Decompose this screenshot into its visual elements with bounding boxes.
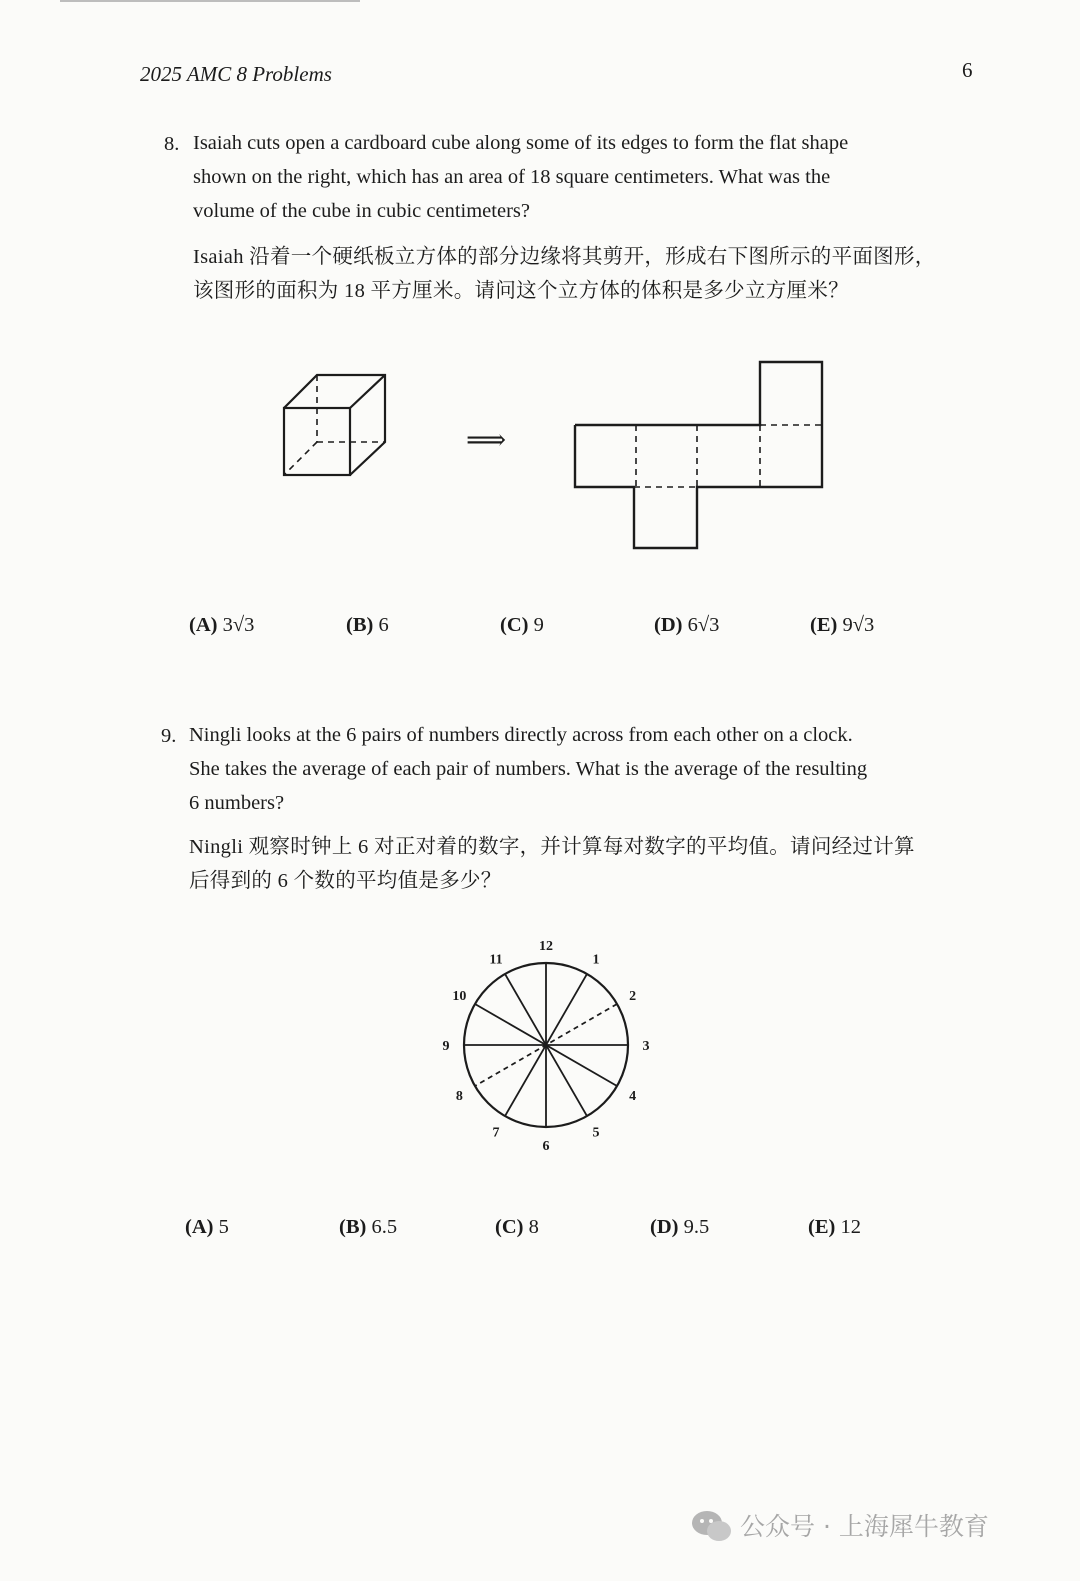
transform-arrow: ⟹	[466, 425, 507, 456]
clock-label-1: 1	[592, 952, 600, 968]
problem-8-cn-line-1: Isaiah 沿着一个硬纸板立方体的部分边缘将其剪开，形成右下图所示的平面图形，	[193, 246, 936, 268]
problem-8-en-line-3: volume of the cube in cubic centimeters?	[193, 200, 530, 222]
clock-figure	[440, 930, 660, 1160]
problem-9-chinese	[189, 830, 915, 898]
problem-9-english	[189, 718, 867, 820]
clock-label-10: 10	[452, 989, 467, 1004]
problem-8-number: 8.	[164, 133, 180, 155]
problem-9-number: 9.	[161, 725, 177, 747]
choice-8-e[interactable]: (E) 9√3	[810, 614, 875, 636]
choice-8-a[interactable]: (A) 3√3	[189, 614, 255, 636]
problem-9-cn-line-1: Ningli 观察时钟上 6 对正对着的数字，并计算每对数字的平均值。请问经过计算	[189, 836, 915, 858]
clock-label-6: 6	[542, 1139, 550, 1154]
problem-9-en-line-2: She takes the average of each pair of numbers. What is the average of the resulting	[189, 758, 868, 780]
page-header-title: 2025 AMC 8 Problems	[140, 62, 332, 86]
problem-8-en-line-2: shown on the right, which has an area of 18 square centimeters. What was the	[193, 166, 831, 188]
watermark-text: 公众号 · 上海犀牛教育	[740, 1512, 989, 1541]
cube-net-outline	[575, 362, 822, 548]
cube-net-folds	[634, 425, 822, 487]
problem-9-en-line-1: Ningli looks at the 6 pairs of numbers directly across from each other on a clock.	[189, 724, 853, 746]
choice-9-a[interactable]: (A) 5	[185, 1216, 229, 1238]
clock-label-2: 2	[629, 989, 637, 1004]
choice-9-e[interactable]: (E) 12	[808, 1216, 861, 1238]
clock-label-3: 3	[642, 1039, 650, 1054]
problem-8-cn-line-2: 该图形的面积为 18 平方厘米。请问这个立方体的体积是多少立方厘米？	[193, 280, 849, 302]
choice-9-c[interactable]: (C) 8	[495, 1216, 539, 1238]
clock-label-9: 9	[442, 1039, 450, 1054]
choice-8-b[interactable]: (B) 6	[346, 614, 389, 636]
choice-8-c[interactable]: (C) 9	[500, 614, 544, 636]
clock-label-11: 11	[489, 952, 503, 968]
clock-label-12: 12	[539, 939, 553, 954]
choice-8-d[interactable]: (D) 6√3	[654, 614, 720, 636]
choice-9-d[interactable]: (D) 9.5	[650, 1216, 710, 1238]
page-number: 6	[962, 58, 973, 82]
clock-label-5: 5	[592, 1125, 600, 1141]
clock-label-7: 7	[492, 1125, 500, 1141]
problem-8-en-line-1: Isaiah cuts open a cardboard cube along some of its edges to form the flat shape	[193, 132, 849, 154]
problem-9-cn-line-2: 后得到的 6 个数的平均值是多少？	[189, 870, 502, 892]
choice-9-b[interactable]: (B) 6.5	[339, 1216, 398, 1238]
clock-label-4: 4	[629, 1089, 637, 1104]
problem-9-en-line-3: 6 numbers?	[189, 792, 285, 814]
clock-label-8: 8	[455, 1089, 463, 1104]
cube-top-right-edge	[350, 375, 385, 408]
